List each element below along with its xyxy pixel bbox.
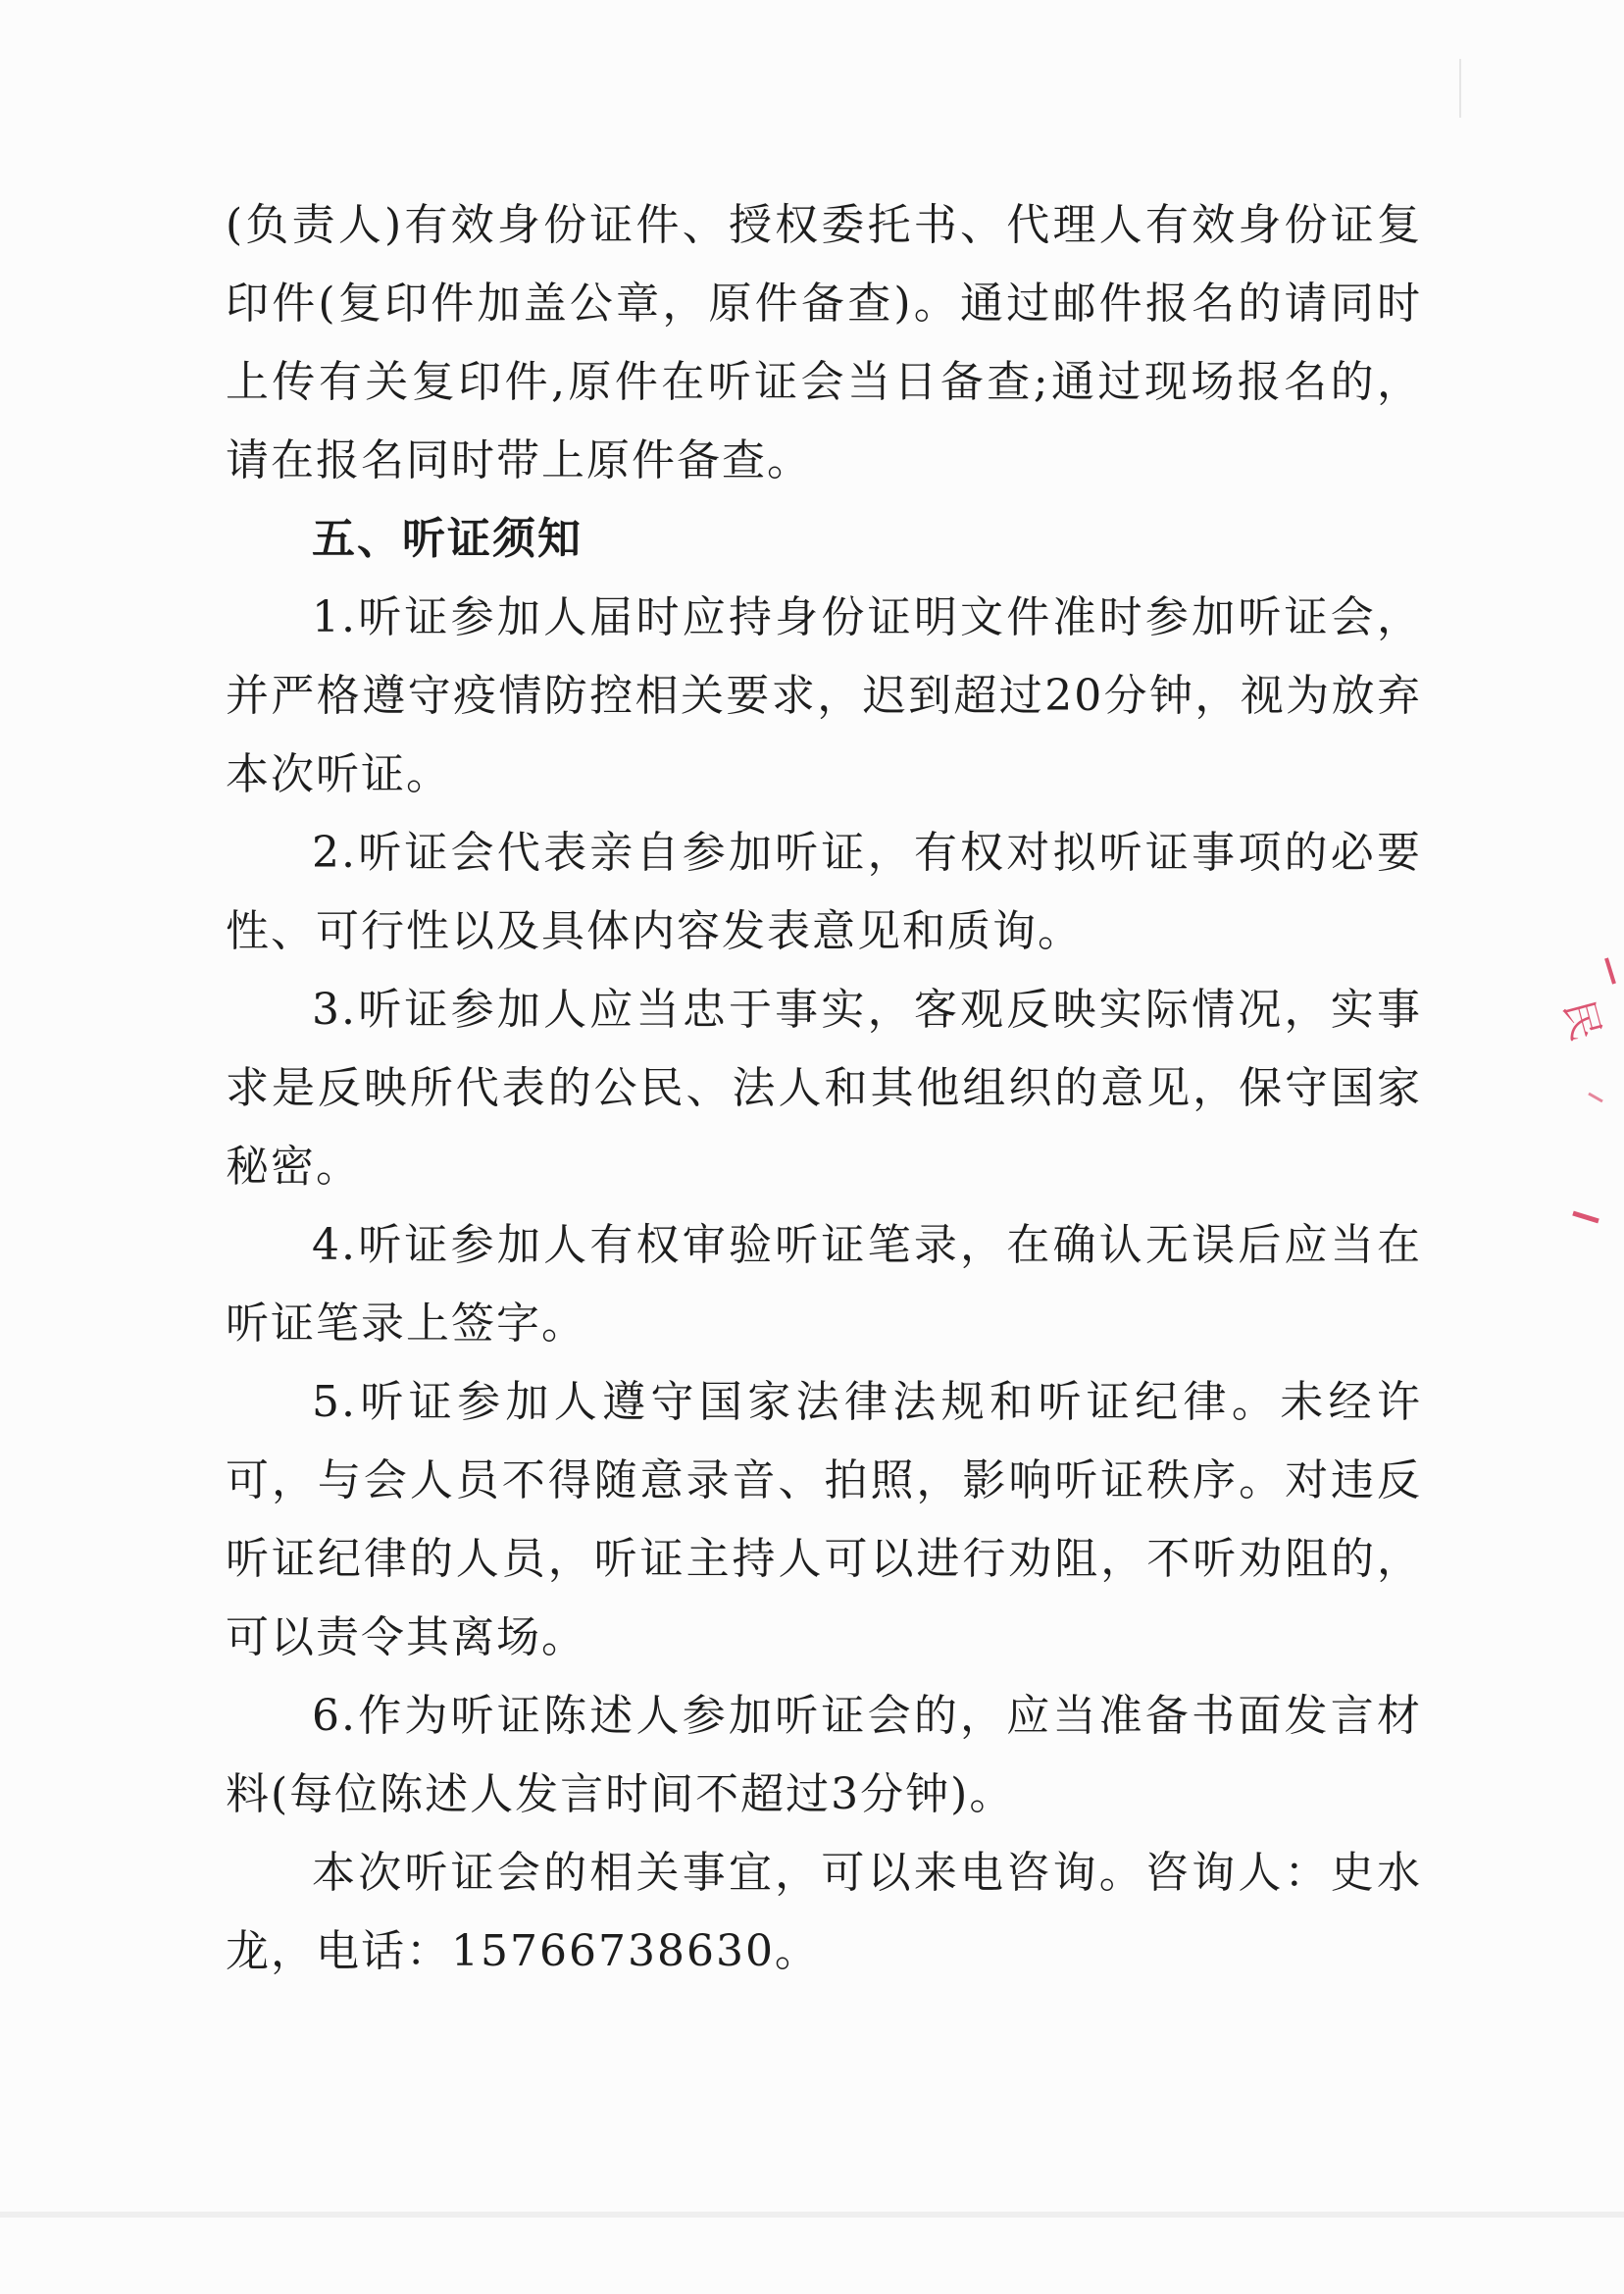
document-body <box>226 186 1422 1991</box>
notice-item-6: 6.作为听证陈述人参加听证会的，应当准备书面发言材料(每位陈述人发言时间不超过3分钟)。 <box>226 1691 1422 1819</box>
notice-item-1: 1.听证参加人届时应持身份证明文件准时参加听证会，并严格遵守疫情防控相关要求，迟到超过20分钟，视为放弃本次听证。 <box>226 592 1422 799</box>
notice-item-4: 4.听证参加人有权审验听证笔录，在确认无误后应当在听证笔录上签字。 <box>226 1220 1422 1349</box>
seal-stamp-text: 民 <box>1554 995 1609 1045</box>
scan-edge-line <box>1459 59 1461 118</box>
paragraph-continuation: (负责人)有效身份证件、授权委托书、代理人有效身份证复印件(复印件加盖公章，原件备查)。通过邮件报名的请同时上传有关复印件,原件在听证会当日备查;通过现场报名的，请在报名同时带上原件备查。 <box>226 200 1422 485</box>
section-heading: 五、听证须知 <box>312 514 583 564</box>
contact-paragraph: 本次听证会的相关事宜，可以来电咨询。咨询人：史水龙，电话：15766738630。 <box>226 1848 1422 1976</box>
notice-item-5: 5.听证参加人遵守国家法律法规和听证纪律。未经许可，与会人员不得随意录音、拍照，影响听证秩序。对违反听证纪律的人员，听证主持人可以进行劝阻，不听劝阻的，可以责令其离场。 <box>226 1377 1422 1662</box>
notice-item-2: 2.听证会代表亲自参加听证，有权对拟听证事项的必要性、可行性以及具体内容发表意见和质询。 <box>226 828 1422 956</box>
scan-bottom-band <box>0 2212 1624 2218</box>
notice-item-3: 3.听证参加人应当忠于事实，客观反映实际情况，实事求是反映所代表的公民、法人和其他组织的意见，保守国家秘密。 <box>226 985 1422 1192</box>
seal-stamp-fragment <box>1554 956 1618 1241</box>
